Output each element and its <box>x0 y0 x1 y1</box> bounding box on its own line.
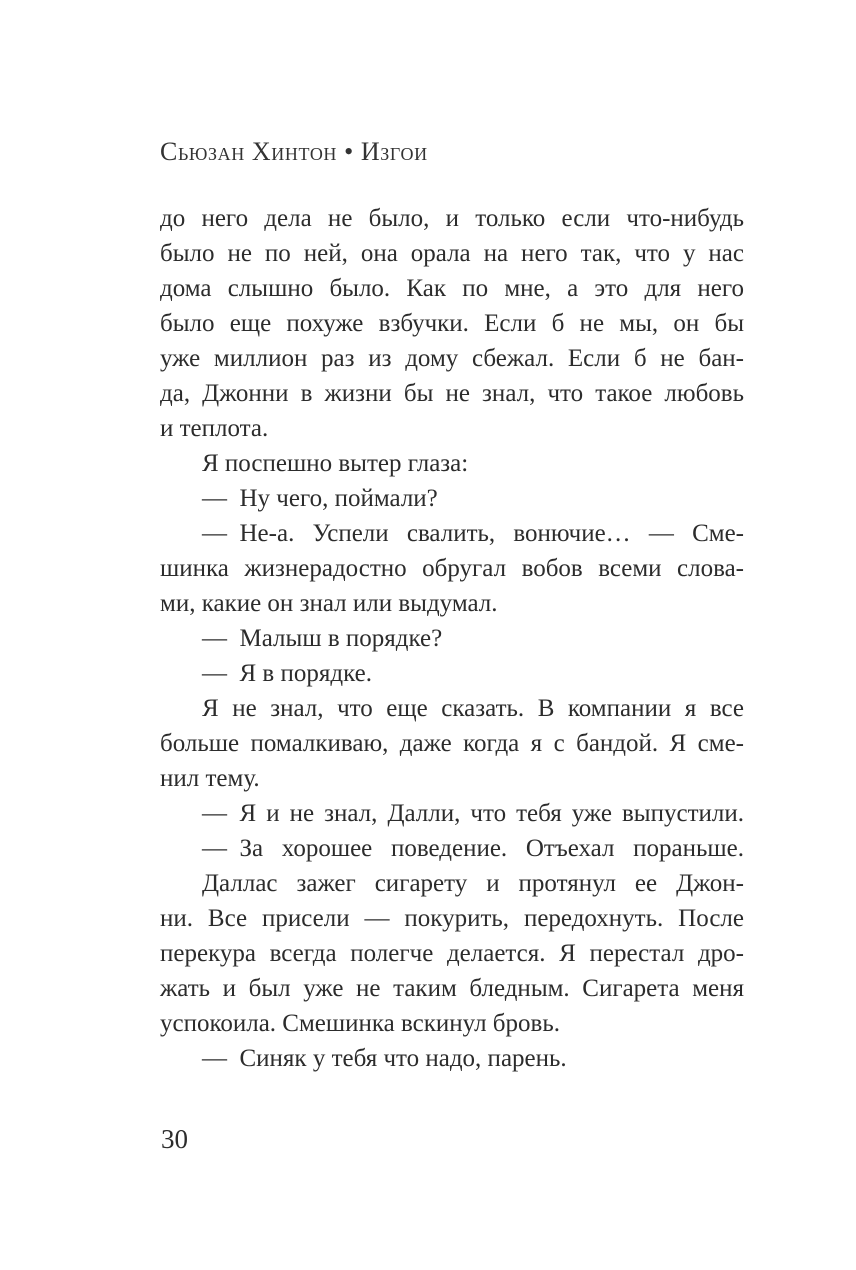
text-line: перекура всегда полегче делается. Я перестал дро- <box>160 940 744 967</box>
text-line: было еще похуже взбучки. Если б не мы, он бы <box>160 310 744 337</box>
text-line: уже миллион раз из дому сбежал. Если б не бан- <box>160 345 744 372</box>
text-line: нил тему. <box>160 765 260 792</box>
text-line: Даллас зажег сигарету и протянул ее Джон- <box>202 870 744 897</box>
running-header-text: Сьюзан Хинтон • Изгои <box>160 137 428 166</box>
text-line: успокоила. Смешинка вскинул бровь. <box>160 1010 560 1037</box>
text-line: — Я и не знал, Далли, что тебя уже выпустили. <box>202 800 744 827</box>
text-line: — Я в порядке. <box>202 660 372 687</box>
text-line: и теплота. <box>160 415 269 442</box>
text-line: больше помалкиваю, даже когда я с бандой. Я сме- <box>160 730 744 757</box>
running-header <box>160 137 428 167</box>
text-line: шинка жизнерадостно обругал вобов всеми слова- <box>160 555 744 582</box>
page-number: 30 <box>161 1124 188 1154</box>
text-line: — Синяк у тебя что надо, парень. <box>202 1045 567 1072</box>
text-line: жать и был уже не таким бледным. Сигарета меня <box>160 975 744 1002</box>
text-line: ми, какие он знал или выдумал. <box>160 590 498 617</box>
text-line: — За хорошее поведение. Отъехал пораньше. <box>202 835 744 862</box>
text-line: ни. Все присели — покурить, передохнуть. После <box>160 905 744 932</box>
text-line: было не по ней, она орала на него так, что у нас <box>160 240 744 267</box>
text-line: — Не-а. Успели свалить, вонючие… — Сме- <box>202 520 744 547</box>
text-line: Я не знал, что еще сказать. В компании я все <box>202 695 744 722</box>
text-line: да, Джонни в жизни бы не знал, что такое любовь <box>160 380 744 407</box>
text-line: — Малыш в порядке? <box>202 625 443 652</box>
body-text <box>160 201 744 1076</box>
text-line: дома слышно было. Как по мне, а это для него <box>160 275 744 302</box>
text-line: — Ну чего, поймали? <box>202 485 438 512</box>
text-line: до него дела не было, и только если что-нибудь <box>160 205 744 232</box>
text-line: Я поспешно вытер глаза: <box>202 450 469 477</box>
